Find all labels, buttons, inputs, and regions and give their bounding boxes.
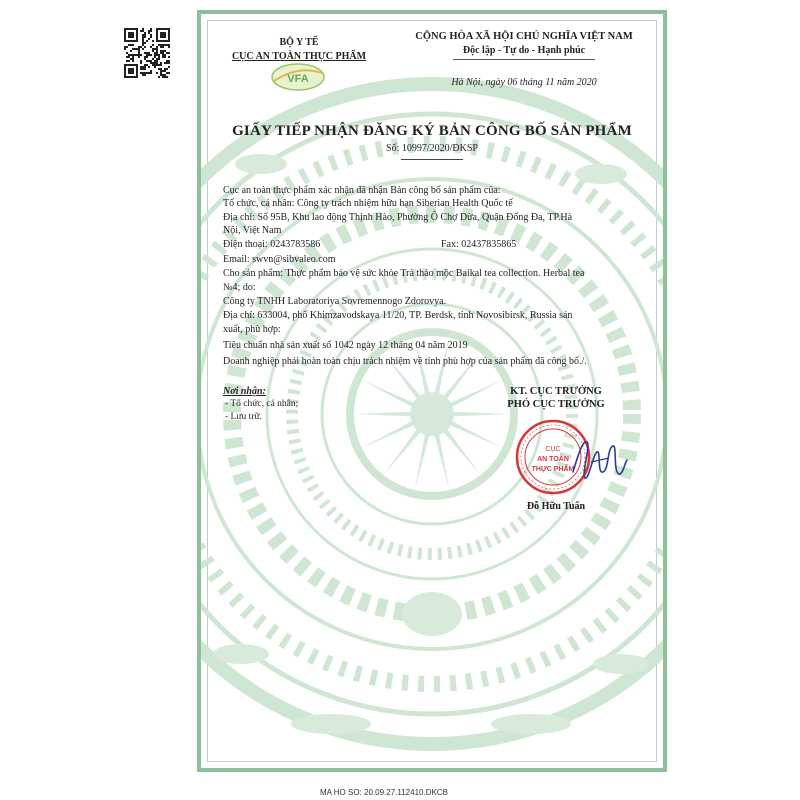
fax-line: Fax: 02437835865 [441, 239, 517, 250]
manufacturer-address-2: xuất, phù hợp: [223, 324, 281, 335]
recipients-heading: Nơi nhận: [223, 386, 266, 397]
signer-role: KT. CỤC TRƯỞNG [510, 386, 602, 397]
standard-line: Tiêu chuẩn nhà sản xuất số 1042 ngày 12 tháng 04 năm 2019 [223, 340, 468, 351]
svg-text:VFA: VFA [287, 73, 309, 85]
organization-line: Tổ chức, cá nhân: Công ty trách nhiệm hữu hạn Siberian Health Quốc tế [223, 198, 513, 209]
registration-number: Số: 10997/2020/ĐKSP [386, 143, 478, 154]
svg-text:THỰC PHẨM: THỰC PHẨM [531, 466, 575, 473]
recipient-item: - Tổ chức, cá nhân; [225, 399, 299, 409]
motto-underline [453, 59, 595, 60]
certificate-frame [197, 10, 667, 772]
qr-code [124, 28, 170, 78]
recipient-item: - Lưu trữ. [225, 412, 262, 422]
phone-line: Điện thoại: 0243783586 [223, 239, 321, 250]
intro-line: Cục an toàn thực phẩm xác nhận đã nhận Bản công bố sản phẩm của: [223, 185, 501, 196]
address-line-2: Nội, Việt Nam [223, 225, 282, 236]
product-line-2: №4; do: [223, 282, 256, 293]
responsibility-line: Doanh nghiệp phải hoàn toàn chịu trách nhiệm về tính phù hợp của sản phẩm đã công bố./. [223, 356, 587, 367]
republic-title: CỘNG HÒA XÃ HỘI CHỦ NGHĨA VIỆT NAM [415, 31, 633, 42]
ministry-name: BỘ Y TẾ [279, 37, 319, 48]
record-code: MA HO SO: 20.09.27.112410.DKCB [320, 788, 448, 797]
issue-date: Hà Nội, ngày 06 tháng 11 năm 2020 [451, 77, 597, 88]
email-line: Email: swvn@sibvaleo.com [223, 254, 336, 265]
national-motto: Độc lập - Tự do - Hạnh phúc [462, 45, 586, 56]
signer-name: Đỗ Hữu Tuấn [526, 501, 586, 512]
vfa-logo [269, 61, 327, 93]
product-line-1: Cho sản phẩm: Thực phẩm bảo vệ sức khỏe Trà thảo mộc Baikal tea collection. Herbal tea [223, 268, 585, 279]
title-divider [401, 159, 463, 160]
document-title: GIẤY TIẾP NHẬN ĐĂNG KÝ BẢN CÔNG BỐ SẢN PHẨM [232, 123, 632, 139]
manufacturer-line: Công ty TNHH Laboratoriya Sovremennogo Zdorovya. [223, 296, 447, 307]
handwritten-signature [569, 432, 629, 490]
manufacturer-address-1: Địa chỉ: 633004, phố Khimzavodskaya 11/20, TP. Berdsk, tỉnh Novosibirsk, Russia sản [223, 310, 573, 321]
svg-text:AN TOÀN: AN TOÀN [537, 456, 569, 463]
agency-name: CỤC AN TOÀN THỰC PHẨM [231, 51, 367, 62]
signer-title: PHÓ CỤC TRƯỞNG [507, 399, 605, 410]
address-line-1: Địa chỉ: Số 95B, Khu lao động Thịnh Hào, Phường Ô Chợ Dừa, Quận Đống Đa, TP.Hà [223, 212, 573, 223]
svg-text:CỤC: CỤC [545, 446, 561, 453]
